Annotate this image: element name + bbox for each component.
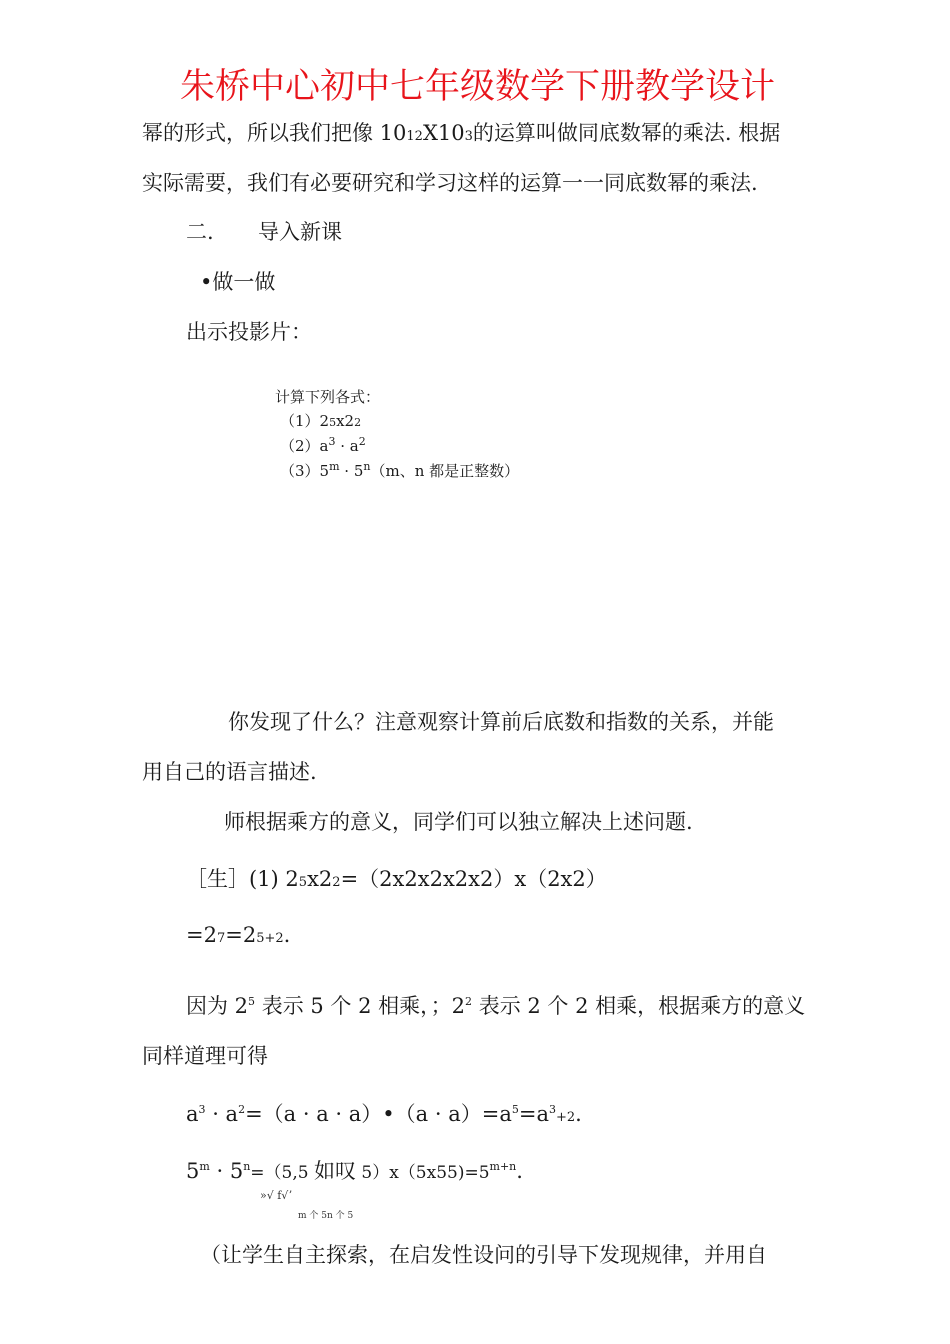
- teacher-line: 师根据乘方的意义，同学们可以独立解决上述问题.: [224, 810, 693, 834]
- formula-a-expansion: =（a · a · a）•（a · a）=a: [245, 1102, 512, 1126]
- student-answer-exp2: 2: [332, 875, 341, 890]
- exercise-item-3-base: 5: [319, 462, 330, 480]
- exercise-item-3-exp1: m: [329, 460, 340, 473]
- exercise-item-3-exp2: n: [363, 460, 371, 473]
- result-exp1: 7: [216, 931, 226, 946]
- exercise-item-2-label: （2）: [280, 437, 320, 455]
- intro-line-1-mid: X10: [422, 121, 465, 145]
- exercise-item-1-times: x2: [336, 412, 355, 430]
- formula-5-times: · 5: [209, 1159, 244, 1183]
- exercise-item-2-times: · a: [335, 437, 359, 455]
- formula-5-exp2: n: [243, 1160, 251, 1173]
- student-answer-start: ［生］(1) 2: [186, 867, 299, 891]
- section-number: 二.: [186, 220, 214, 244]
- formula-a-end: .: [575, 1102, 582, 1126]
- exercise-item-2-exp1: 3: [328, 435, 336, 448]
- exercise-item-1-base: 2: [319, 412, 330, 430]
- similarly-line: 同样道理可得: [142, 1044, 268, 1068]
- exercise-item-3-times: · 5: [339, 462, 364, 480]
- exercise-header: 计算下列各式：: [275, 388, 381, 406]
- document-title: 朱桥中心初中七年级数学下册教学设计: [180, 67, 776, 107]
- student-answer: [186, 864, 607, 898]
- because-mid: 表示 5 个 2 相乘，；2: [255, 994, 466, 1018]
- exercise-item-1-exp2: 2: [354, 416, 362, 429]
- question-line-2: 用自己的语言描述.: [142, 760, 317, 784]
- formula-5-garbled: 如叹: [313, 1159, 356, 1183]
- brace-label: m 个 5n 个 5: [298, 1211, 354, 1221]
- show-slide-label: 出示投影片：: [186, 320, 312, 344]
- intro-exponent-2: 3: [464, 129, 473, 144]
- formula-a-exp3: 5: [511, 1103, 519, 1116]
- intro-line-1-start: 幂的形式，所以我们把像 10: [142, 121, 407, 145]
- formula-a-base: a: [186, 1102, 199, 1126]
- exercise-item-1: [280, 410, 361, 434]
- formula-5: [186, 1156, 523, 1188]
- student-answer-expansion: =（2x2x2x2x2）x（2x2）: [340, 867, 607, 891]
- formula-a-exp4: 3: [548, 1103, 556, 1116]
- section-title: 导入新课: [258, 220, 342, 244]
- exercise-item-2-exp2: 2: [358, 435, 366, 448]
- formula-5-exp1: m: [199, 1160, 210, 1173]
- formula-a-times: · a: [205, 1102, 239, 1126]
- student-answer-times: x2: [307, 867, 333, 891]
- formula-a-exp5: +2: [555, 1110, 576, 1125]
- exercise-item-3: [280, 460, 519, 482]
- exercise-item-2: [280, 435, 366, 457]
- formula-5-exp3: m+n: [489, 1160, 517, 1173]
- exercise-item-2-base: a: [319, 437, 329, 455]
- exercise-item-3-label: （3）: [280, 462, 320, 480]
- bullet-do-it: •做一做: [200, 270, 276, 294]
- intro-line-1-end: 的运算叫做同底数幂的乘法. 根据: [472, 121, 781, 145]
- exercise-item-3-note: （m、n 都是正整数）: [370, 462, 520, 480]
- formula-a-exp2: 2: [238, 1103, 246, 1116]
- because-exp2: 2: [465, 995, 473, 1008]
- intro-exponent-1: 12: [406, 129, 423, 144]
- because-exp1: 5: [248, 995, 256, 1008]
- formula-5-expansion-start: =（5,5: [250, 1163, 314, 1183]
- result-mid: =2: [225, 923, 257, 947]
- formula-5-expansion-end: 5）x（5x55)=5: [355, 1163, 490, 1183]
- because-line: [186, 991, 805, 1021]
- last-line: （让学生自主探索，在启发性设问的引导下发现规律，并用自: [200, 1243, 767, 1267]
- intro-line-1: [142, 118, 780, 152]
- result-start: =2: [186, 923, 217, 947]
- student-answer-exp1: 5: [298, 875, 308, 890]
- exercise-item-1-label: （1）: [280, 412, 320, 430]
- result-exp2: 5+2: [256, 931, 284, 946]
- because-start: 因为 2: [186, 994, 249, 1018]
- intro-line-2: 实际需要，我们有必要研究和学习这样的运算一一同底数幂的乘法.: [142, 171, 758, 195]
- brace-marks: »√ f√ʼ: [260, 1189, 292, 1202]
- formula-a: [186, 1099, 582, 1133]
- exercise-item-1-exp1: 5: [329, 416, 337, 429]
- result-line: [186, 920, 290, 954]
- result-end: .: [283, 923, 291, 947]
- formula-a-mid: =a: [518, 1102, 549, 1126]
- because-end: 表示 2 个 2 相乘，根据乘方的意义: [472, 994, 806, 1018]
- formula-5-base: 5: [186, 1159, 200, 1183]
- question-line-1: 你发现了什么？注意观察计算前后底数和指数的关系，并能: [228, 710, 774, 734]
- formula-5-end: .: [516, 1159, 523, 1183]
- formula-a-exp1: 3: [198, 1103, 206, 1116]
